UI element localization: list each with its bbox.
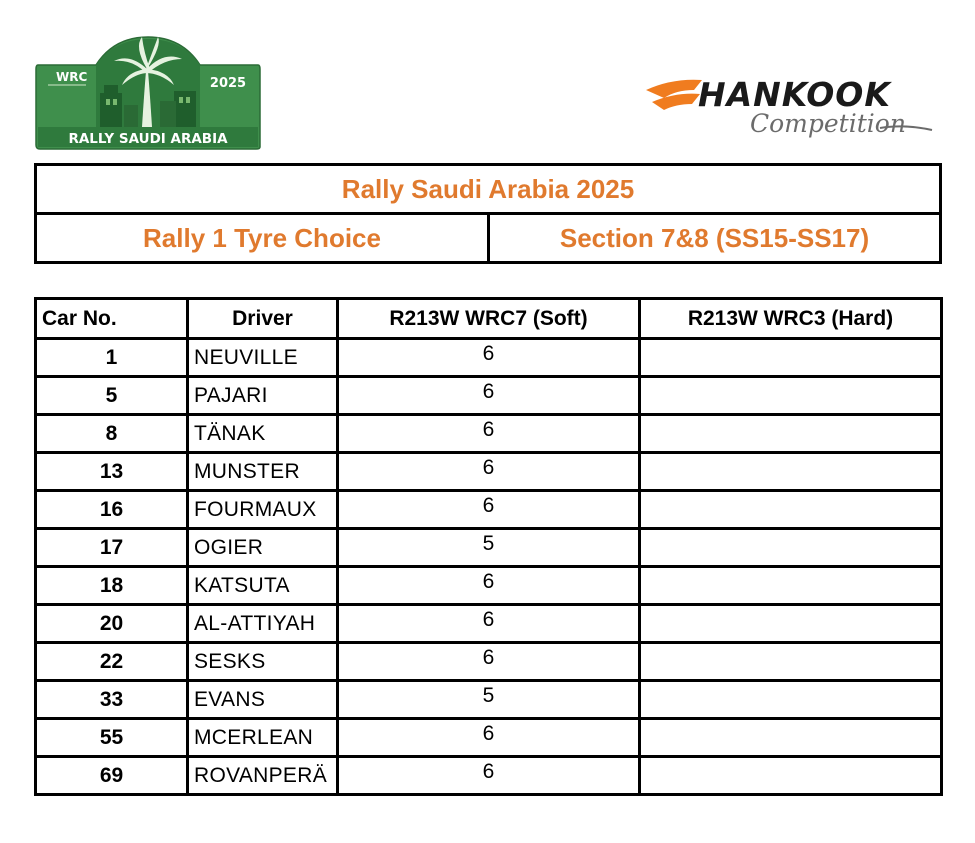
- car-number-cell: 69: [36, 757, 188, 795]
- soft-tyre-cell: 6: [338, 339, 640, 377]
- soft-tyre-cell: 5: [338, 529, 640, 567]
- driver-cell: FOURMAUX: [188, 491, 338, 529]
- table-row: [36, 719, 942, 757]
- hard-tyre-cell: [640, 757, 942, 795]
- driver-cell: MUNSTER: [188, 453, 338, 491]
- soft-tyre-cell: 6: [338, 415, 640, 453]
- car-number-cell: 22: [36, 643, 188, 681]
- table-row: [36, 339, 942, 377]
- rally-logo-year: 2025: [209, 76, 247, 91]
- soft-tyre-cell: 6: [338, 567, 640, 605]
- tyre-choice-table: [34, 297, 943, 796]
- driver-cell: MCERLEAN: [188, 719, 338, 757]
- column-header-soft: R213W WRC7 (Soft): [338, 299, 640, 339]
- column-header-car-no: Car No.: [36, 299, 188, 339]
- hankook-brand-text: HANKOOK: [698, 76, 891, 114]
- car-number-cell: 55: [36, 719, 188, 757]
- car-number-cell: 16: [36, 491, 188, 529]
- hard-tyre-cell: [640, 415, 942, 453]
- car-number-cell: 20: [36, 605, 188, 643]
- hankook-logo-graphic: [642, 76, 936, 148]
- driver-cell: SESKS: [188, 643, 338, 681]
- table-row: [36, 681, 942, 719]
- hard-tyre-cell: [640, 681, 942, 719]
- car-number-cell: 8: [36, 415, 188, 453]
- hard-tyre-cell: [640, 377, 942, 415]
- hankook-sub-text: Competition: [750, 109, 906, 138]
- car-number-cell: 18: [36, 567, 188, 605]
- driver-cell: TÄNAK: [188, 415, 338, 453]
- car-number-cell: 13: [36, 453, 188, 491]
- car-number-cell: 17: [36, 529, 188, 567]
- table-row: [36, 757, 942, 795]
- hard-tyre-cell: [640, 605, 942, 643]
- driver-cell: OGIER: [188, 529, 338, 567]
- tyre-choice-title: Rally 1 Tyre Choice: [37, 215, 490, 261]
- hard-tyre-cell: [640, 719, 942, 757]
- driver-cell: KATSUTA: [188, 567, 338, 605]
- car-number-cell: 33: [36, 681, 188, 719]
- hard-tyre-cell: [640, 453, 942, 491]
- wrc-badge-text: WRC: [56, 70, 88, 84]
- hard-tyre-cell: [640, 491, 942, 529]
- event-title: Rally Saudi Arabia 2025: [37, 166, 939, 215]
- soft-tyre-cell: 6: [338, 757, 640, 795]
- driver-cell: NEUVILLE: [188, 339, 338, 377]
- column-header-hard: R213W WRC3 (Hard): [640, 299, 942, 339]
- rally-saudi-arabia-logo: [34, 35, 262, 151]
- table-row: [36, 605, 942, 643]
- table-row: [36, 415, 942, 453]
- rally-logo-graphic: [34, 35, 262, 151]
- hard-tyre-cell: [640, 643, 942, 681]
- driver-cell: ROVANPERÄ: [188, 757, 338, 795]
- driver-cell: EVANS: [188, 681, 338, 719]
- soft-tyre-cell: 6: [338, 453, 640, 491]
- hard-tyre-cell: [640, 567, 942, 605]
- soft-tyre-cell: 6: [338, 719, 640, 757]
- hard-tyre-cell: [640, 529, 942, 567]
- car-number-cell: 5: [36, 377, 188, 415]
- table-header-row: [36, 299, 942, 339]
- hard-tyre-cell: [640, 339, 942, 377]
- soft-tyre-cell: 6: [338, 491, 640, 529]
- column-header-driver: Driver: [188, 299, 338, 339]
- table-row: [36, 377, 942, 415]
- table-row: [36, 453, 942, 491]
- title-box: [34, 163, 942, 264]
- soft-tyre-cell: 5: [338, 681, 640, 719]
- rally-logo-event: RALLY SAUDI ARABIA: [68, 131, 228, 147]
- subtitle-row: [37, 215, 939, 261]
- section-title: Section 7&8 (SS15-SS17): [559, 222, 870, 253]
- soft-tyre-cell: 6: [338, 643, 640, 681]
- table-row: [36, 529, 942, 567]
- soft-tyre-cell: 6: [338, 605, 640, 643]
- hankook-competition-logo: [642, 76, 936, 148]
- table-row: [36, 567, 942, 605]
- driver-cell: AL-ATTIYAH: [188, 605, 338, 643]
- car-number-cell: 1: [36, 339, 188, 377]
- table-row: [36, 491, 942, 529]
- soft-tyre-cell: 6: [338, 377, 640, 415]
- driver-cell: PAJARI: [188, 377, 338, 415]
- table-row: [36, 643, 942, 681]
